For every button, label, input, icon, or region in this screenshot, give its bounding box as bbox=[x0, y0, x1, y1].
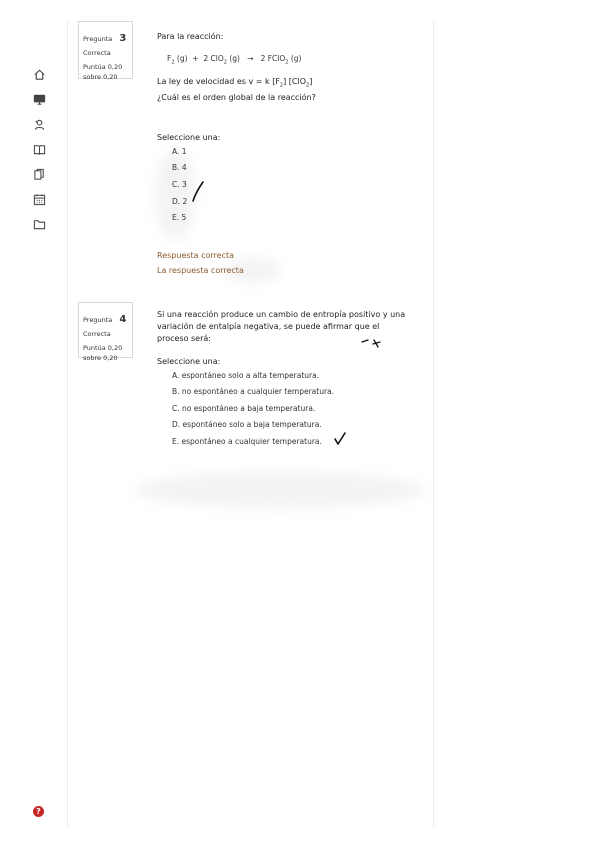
answer-option-e[interactable]: E. espontáneo a cualquier temperatura. bbox=[172, 437, 322, 446]
question-text-line3: proceso será: bbox=[157, 334, 211, 343]
handwritten-check-mark bbox=[190, 180, 206, 204]
question-intro: Para la reacción: bbox=[157, 32, 224, 41]
feedback-answer: La respuesta correcta bbox=[157, 266, 244, 275]
scan-smudge bbox=[135, 472, 425, 508]
question-info-card bbox=[78, 21, 133, 79]
answer-option-b[interactable]: B. 4 bbox=[172, 163, 187, 172]
question-text-line2: variación de entalpía negativa, se puede afirmar que el bbox=[157, 322, 380, 331]
answer-option-a[interactable]: A. 1 bbox=[172, 147, 187, 156]
select-label: Seleccione una: bbox=[157, 357, 221, 366]
select-label: Seleccione una: bbox=[157, 133, 221, 142]
question-status: Correcta bbox=[83, 49, 111, 57]
question-info-card bbox=[78, 302, 133, 362]
answer-option-e[interactable]: E. 5 bbox=[172, 213, 187, 222]
content-border-left bbox=[67, 20, 68, 828]
answer-option-d[interactable]: D. espontáneo solo a baja temperatura. bbox=[172, 420, 322, 429]
reaction-equation: $F_2$ (g) + 2 ClO$_2$ (g) → 2 FClO$_2$ (g) bbox=[167, 54, 302, 66]
calendar-icon[interactable] bbox=[28, 187, 50, 212]
answer-option-c[interactable]: C. 3 bbox=[172, 180, 187, 189]
feedback-correct: Respuesta correcta bbox=[157, 251, 235, 260]
question-number: 3 bbox=[119, 33, 127, 44]
content-border-right bbox=[433, 20, 434, 828]
answer-option-c[interactable]: C. no espontáneo a baja temperatura. bbox=[172, 404, 316, 413]
home-icon[interactable] bbox=[28, 62, 50, 87]
answer-option-b[interactable]: B. no espontáneo a cualquier temperatura. bbox=[172, 387, 335, 396]
users-icon[interactable] bbox=[28, 112, 50, 137]
question-label: Pregunta bbox=[83, 35, 113, 43]
question-status: Correcta bbox=[83, 330, 111, 338]
monitor-icon[interactable] bbox=[28, 87, 50, 112]
side-nav bbox=[28, 62, 50, 237]
question-score: Puntúa 0,20 bbox=[83, 63, 123, 71]
handwritten-check-mark bbox=[333, 431, 347, 447]
question-text: ¿Cuál es el orden global de la reacción? bbox=[157, 93, 316, 102]
question-number: 4 bbox=[119, 314, 127, 325]
question-score-max: sobre 0,20 bbox=[83, 354, 118, 362]
rate-law: La ley de velocidad es v = k $[F_2]$ [ClO$_2$] bbox=[157, 77, 313, 89]
question-score-max: sobre 0,20 bbox=[83, 73, 118, 81]
folder-icon[interactable] bbox=[28, 212, 50, 237]
help-icon[interactable]: ? bbox=[33, 806, 44, 817]
answer-option-a[interactable]: A. espontáneo solo a alta temperatura. bbox=[172, 371, 320, 380]
answer-option-d[interactable]: D. 2 bbox=[172, 197, 188, 206]
book-icon[interactable] bbox=[28, 137, 50, 162]
question-label: Pregunta bbox=[83, 316, 113, 324]
question-score: Puntúa 0,20 bbox=[83, 344, 123, 352]
question-text-line1: Si una reacción produce un cambio de entropía positivo y una bbox=[157, 310, 406, 319]
handwritten-note-mark bbox=[360, 336, 384, 350]
files-icon[interactable] bbox=[28, 162, 50, 187]
